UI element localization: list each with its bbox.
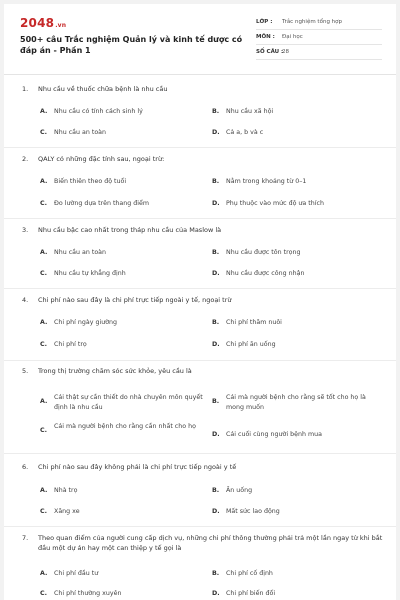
meta-subject-value: Đại học xyxy=(282,34,303,40)
option-text: Cái cuối cùng người bệnh mua xyxy=(226,431,322,438)
q6-option-a[interactable] xyxy=(40,486,200,496)
q4-option-d[interactable] xyxy=(212,340,382,350)
question-text: Nhu cầu về thuốc chữa bệnh là nhu cầu xyxy=(38,85,168,93)
option-letter: A. xyxy=(40,178,48,185)
question-text: Nhu cầu bậc cao nhất trong tháp nhu cầu của Maslow là xyxy=(38,226,222,234)
option-letter: D. xyxy=(212,270,220,277)
question-separator xyxy=(4,218,396,219)
question-separator xyxy=(4,453,396,454)
q7-option-a[interactable] xyxy=(40,569,200,579)
question-2 xyxy=(22,154,372,164)
option-letter: B. xyxy=(212,570,220,577)
question-number: 5. xyxy=(22,367,29,375)
option-letter: C. xyxy=(40,200,48,207)
q1-option-c[interactable] xyxy=(40,128,200,138)
question-7 xyxy=(22,533,394,553)
option-text: Chi phí đầu tư xyxy=(54,570,99,577)
q3-option-a[interactable] xyxy=(40,248,200,258)
option-letter: A. xyxy=(40,487,48,494)
question-number: 7. xyxy=(22,534,29,542)
option-text: Chi phí ăn uống xyxy=(226,341,276,348)
question-separator xyxy=(4,526,396,527)
question-6 xyxy=(22,462,372,472)
option-text: Chi phí thường xuyên xyxy=(54,590,122,597)
option-text: Nhu cầu được tôn trọng xyxy=(226,249,301,256)
option-letter: C. xyxy=(40,270,48,277)
option-letter: B. xyxy=(212,178,220,185)
question-5 xyxy=(22,366,372,376)
q7-option-c[interactable] xyxy=(40,589,200,599)
question-number: 3. xyxy=(22,226,29,234)
question-separator xyxy=(4,360,396,361)
option-letter: A. xyxy=(40,398,48,405)
option-letter: C. xyxy=(40,129,48,136)
q7-option-d[interactable] xyxy=(212,589,382,599)
q1-option-a[interactable] xyxy=(40,107,200,117)
option-letter: D. xyxy=(212,129,220,136)
q4-option-b[interactable] xyxy=(212,318,382,328)
option-text: Chi phí cố định xyxy=(226,570,273,577)
q3-option-c[interactable] xyxy=(40,269,200,279)
option-letter: B. xyxy=(212,319,220,326)
q5-option-c[interactable] xyxy=(40,422,204,432)
header-divider xyxy=(4,74,396,75)
q2-option-a[interactable] xyxy=(40,177,200,187)
logo-suffix: .vn xyxy=(55,22,67,29)
meta-class-row xyxy=(256,16,382,30)
option-text: Nhu cầu tự khẳng định xyxy=(54,270,126,277)
option-text: Nhu cầu xã hội xyxy=(226,108,274,115)
option-text: Mất sức lao động xyxy=(226,508,280,515)
document-page xyxy=(4,4,396,600)
option-text: Ăn uống xyxy=(226,487,253,494)
option-letter: A. xyxy=(40,319,48,326)
option-text: Chi phí ngày giường xyxy=(54,319,118,326)
question-number: 6. xyxy=(22,463,29,471)
option-letter: C. xyxy=(40,341,48,348)
option-text: Nhu cầu có tính cách sinh lý xyxy=(54,108,143,115)
option-letter: B. xyxy=(212,249,220,256)
document-header xyxy=(4,4,396,64)
option-letter: B. xyxy=(212,487,220,494)
q7-option-b[interactable] xyxy=(212,569,382,579)
meta-subject-row xyxy=(256,31,382,45)
meta-class-value: Trắc nghiệm tổng hợp xyxy=(282,19,343,25)
question-text: Chi phí nào sau đây không phải là chi phí trực tiếp ngoài y tế xyxy=(38,463,237,471)
q5-option-d[interactable] xyxy=(212,430,382,440)
q6-option-c[interactable] xyxy=(40,507,200,517)
option-text: Nhu cầu được công nhận xyxy=(226,270,305,277)
option-text: Cái mà người bệnh cho rằng sẽ tốt cho họ là mong muốn xyxy=(226,394,366,411)
option-text: Cả a, b và c xyxy=(226,129,264,136)
q5-option-a[interactable] xyxy=(40,388,204,412)
option-text: Xăng xe xyxy=(54,508,80,515)
q6-option-b[interactable] xyxy=(212,486,382,496)
meta-count-row xyxy=(256,46,382,60)
option-text: Chi phí biến đổi xyxy=(226,590,276,597)
option-text: Nhà trọ xyxy=(54,487,78,494)
q5-option-b[interactable] xyxy=(212,388,382,412)
option-letter: C. xyxy=(40,427,48,434)
q4-option-a[interactable] xyxy=(40,318,200,328)
meta-count-value: 28 xyxy=(282,49,289,55)
meta-count-label: SỐ CÂU : xyxy=(256,49,284,55)
q3-option-d[interactable] xyxy=(212,269,382,279)
option-text: Đo lường dựa trên thang điểm xyxy=(54,200,150,207)
option-text: Nhu cầu an toàn xyxy=(54,249,107,256)
option-letter: D. xyxy=(212,508,220,515)
question-4 xyxy=(22,295,372,305)
meta-subject-label: MÔN : xyxy=(256,34,275,40)
q3-option-b[interactable] xyxy=(212,248,382,258)
option-letter: D. xyxy=(212,200,220,207)
option-letter: A. xyxy=(40,249,48,256)
option-text: Cái thật sự cần thiết do nhà chuyên môn quyết định là nhu cầu xyxy=(54,394,203,411)
option-letter: A. xyxy=(40,108,48,115)
question-1 xyxy=(22,84,372,94)
q2-option-c[interactable] xyxy=(40,199,200,209)
question-text: Theo quan điểm của người cung cấp dịch vụ, những chi phí thông thường phải trả một lần ngay từ khi bắt đầu một dự án hay một can thiệp y tế gọi là xyxy=(38,534,383,552)
option-text: Nhu cầu an toàn xyxy=(54,129,107,136)
option-letter: B. xyxy=(212,398,220,405)
option-text: Cái mà người bệnh cho rằng cần nhất cho họ xyxy=(54,423,196,430)
option-text: Phụ thuộc vào mức độ ưa thích xyxy=(226,200,324,207)
question-separator xyxy=(4,288,396,289)
option-letter: D. xyxy=(212,341,220,348)
site-logo[interactable] xyxy=(20,16,66,30)
option-text: Biến thiên theo độ tuổi xyxy=(54,178,127,185)
question-separator xyxy=(4,147,396,148)
q4-option-c[interactable] xyxy=(40,340,200,350)
question-text: Chi phí nào sau đây là chi phí trực tiếp ngoài y tế, ngoại trừ xyxy=(38,296,232,304)
option-letter: A. xyxy=(40,570,48,577)
meta-class-label: LỚP : xyxy=(256,19,273,25)
q6-option-d[interactable] xyxy=(212,507,382,517)
option-letter: B. xyxy=(212,108,220,115)
option-text: Chi phí trọ xyxy=(54,341,87,348)
option-text: Chi phí thăm nuôi xyxy=(226,319,282,326)
option-text: Nằm trong khoảng từ 0–1 xyxy=(226,178,307,185)
option-letter: C. xyxy=(40,508,48,515)
q2-option-d[interactable] xyxy=(212,199,382,209)
option-letter: C. xyxy=(40,590,48,597)
q1-option-b[interactable] xyxy=(212,107,382,117)
q2-option-b[interactable] xyxy=(212,177,382,187)
question-text: Trong thị trường chăm sóc sức khỏe, yêu cầu là xyxy=(38,367,192,375)
question-number: 4. xyxy=(22,296,29,304)
q1-option-d[interactable] xyxy=(212,128,382,138)
option-letter: D. xyxy=(212,431,220,438)
question-text: QALY có những đặc tính sau, ngoại trừ: xyxy=(38,155,165,163)
logo-text: 2048 xyxy=(20,16,55,30)
option-letter: D. xyxy=(212,590,220,597)
question-3 xyxy=(22,225,372,235)
question-number: 2. xyxy=(22,155,29,163)
question-number: 1. xyxy=(22,85,29,93)
document-title: 500+ câu Trắc nghiệm Quản lý và kinh tế dược có đáp án - Phần 1 xyxy=(20,35,243,55)
